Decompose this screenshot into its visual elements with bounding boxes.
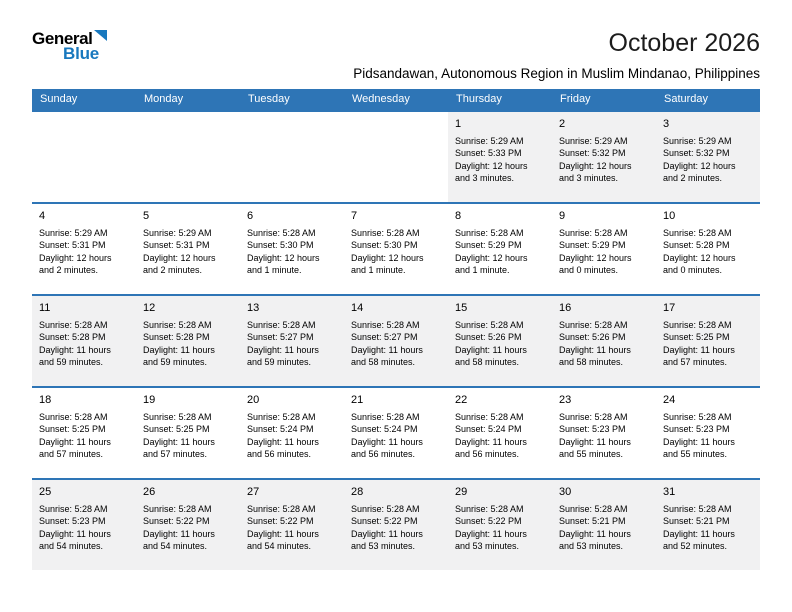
day-number: 27 — [247, 485, 260, 498]
day-number: 17 — [663, 301, 676, 314]
day-info-line: and 3 minutes. — [559, 173, 619, 183]
day-info-line: Sunrise: 5:28 AM — [351, 411, 420, 422]
day-info-line: Daylight: 11 hours — [663, 344, 735, 355]
day-info-line: Sunset: 5:28 PM — [39, 332, 106, 342]
day-info-line: and 56 minutes. — [247, 449, 312, 459]
day-info-line: and 0 minutes. — [663, 265, 723, 275]
day-info-line: Daylight: 12 hours — [663, 252, 736, 263]
day-info-line: Daylight: 11 hours — [143, 344, 215, 355]
day-info-line: Sunrise: 5:28 AM — [143, 503, 212, 514]
day-info-line: Sunset: 5:27 PM — [351, 332, 418, 342]
day-info-line: Sunrise: 5:28 AM — [351, 319, 420, 330]
day-info-line: Daylight: 11 hours — [247, 344, 319, 355]
day-info-line: Sunset: 5:32 PM — [663, 148, 730, 158]
day-info-line: and 0 minutes. — [559, 265, 619, 275]
day-info-line: and 1 minute. — [247, 265, 302, 275]
day-info-line: Sunset: 5:32 PM — [559, 148, 626, 158]
day-info-line: Daylight: 11 hours — [39, 528, 111, 539]
day-info-line: and 54 minutes. — [143, 541, 208, 551]
day-number: 20 — [247, 393, 260, 406]
day-info-line: Daylight: 12 hours — [247, 252, 320, 263]
day-info-line: Sunrise: 5:28 AM — [559, 319, 628, 330]
day-info-line: Sunset: 5:31 PM — [39, 240, 106, 250]
day-info-line: Sunrise: 5:28 AM — [663, 503, 732, 514]
day-info-line: and 56 minutes. — [455, 449, 520, 459]
weekday-header-wednesday: Wednesday — [352, 93, 410, 105]
month-title: October 2026 — [608, 29, 760, 57]
day-info-line: Daylight: 11 hours — [351, 436, 423, 447]
day-info-line: Sunset: 5:24 PM — [247, 424, 314, 434]
day-info-line: and 52 minutes. — [663, 541, 728, 551]
day-info-line: Sunset: 5:24 PM — [351, 424, 418, 434]
day-cell-6 — [240, 204, 344, 294]
day-info-line: and 2 minutes. — [143, 265, 203, 275]
day-cell-3 — [656, 112, 760, 202]
day-info-line: Daylight: 12 hours — [455, 160, 528, 171]
day-cell-29 — [448, 480, 552, 570]
day-info-line: Sunset: 5:22 PM — [143, 516, 210, 526]
day-cell-1 — [448, 112, 552, 202]
day-info-line: and 55 minutes. — [559, 449, 624, 459]
day-number: 30 — [559, 485, 572, 498]
calendar-grid — [32, 110, 760, 570]
day-info-line: Sunrise: 5:29 AM — [455, 135, 524, 146]
day-number: 12 — [143, 301, 156, 314]
day-number: 5 — [143, 209, 150, 222]
day-number: 29 — [455, 485, 468, 498]
week-row-5 — [32, 478, 760, 570]
header-title-block — [353, 30, 760, 81]
day-info-line: and 2 minutes. — [663, 173, 723, 183]
day-number: 9 — [559, 209, 566, 222]
day-info-line: Daylight: 11 hours — [143, 436, 215, 447]
day-number: 26 — [143, 485, 156, 498]
day-info-line: Sunrise: 5:29 AM — [663, 135, 732, 146]
day-number: 22 — [455, 393, 468, 406]
day-number: 14 — [351, 301, 364, 314]
day-info-line: Sunrise: 5:29 AM — [143, 227, 212, 238]
day-info-line: Daylight: 11 hours — [143, 528, 215, 539]
day-info-line: Sunrise: 5:28 AM — [663, 411, 732, 422]
day-info-line: and 3 minutes. — [455, 173, 515, 183]
day-info-line: Sunset: 5:23 PM — [39, 516, 106, 526]
day-cell-2 — [552, 112, 656, 202]
day-number: 24 — [663, 393, 676, 406]
weekday-header-row — [32, 89, 760, 110]
day-info-line: and 1 minute. — [351, 265, 406, 275]
day-info-line: Sunrise: 5:28 AM — [559, 227, 628, 238]
day-info-line: Daylight: 11 hours — [455, 528, 527, 539]
day-info-line: Sunset: 5:31 PM — [143, 240, 210, 250]
day-info-line: Sunset: 5:33 PM — [455, 148, 522, 158]
day-cell-15 — [448, 296, 552, 386]
day-info-line: Sunset: 5:26 PM — [559, 332, 626, 342]
day-info-line: Sunset: 5:24 PM — [455, 424, 522, 434]
weekday-header-saturday: Saturday — [664, 93, 709, 105]
day-cell-20 — [240, 388, 344, 478]
general-blue-logo — [32, 30, 107, 62]
day-info-line: and 58 minutes. — [351, 357, 416, 367]
day-info-line: Daylight: 11 hours — [455, 436, 527, 447]
day-info-line: Daylight: 11 hours — [559, 436, 631, 447]
weekday-header-friday: Friday — [560, 93, 591, 105]
day-cell-22 — [448, 388, 552, 478]
day-number: 11 — [39, 301, 51, 314]
day-info-line: Sunset: 5:28 PM — [143, 332, 210, 342]
day-info-line: Daylight: 11 hours — [559, 528, 631, 539]
day-number: 21 — [351, 393, 364, 406]
day-info-line: Sunrise: 5:28 AM — [247, 319, 316, 330]
empty-day-cell — [344, 112, 448, 202]
day-info-line: Sunset: 5:23 PM — [559, 424, 626, 434]
empty-day-cell — [136, 112, 240, 202]
day-cell-14 — [344, 296, 448, 386]
day-info-line: and 54 minutes. — [247, 541, 312, 551]
day-info-line: Sunrise: 5:28 AM — [143, 411, 212, 422]
day-info-line: and 53 minutes. — [455, 541, 520, 551]
day-number: 15 — [455, 301, 468, 314]
day-info-line: and 55 minutes. — [663, 449, 728, 459]
day-info-line: Sunrise: 5:28 AM — [39, 319, 108, 330]
day-info-line: Sunrise: 5:28 AM — [455, 319, 524, 330]
day-info-line: Daylight: 11 hours — [455, 344, 527, 355]
day-cell-4 — [32, 204, 136, 294]
day-cell-18 — [32, 388, 136, 478]
day-info-line: Sunrise: 5:28 AM — [143, 319, 212, 330]
day-info-line: Daylight: 11 hours — [351, 528, 423, 539]
day-info-line: Sunset: 5:27 PM — [247, 332, 314, 342]
logo-text-blue: Blue — [63, 44, 100, 63]
day-info-line: Sunrise: 5:28 AM — [455, 227, 524, 238]
day-info-line: Sunset: 5:22 PM — [351, 516, 418, 526]
day-cell-12 — [136, 296, 240, 386]
day-info-line: Sunrise: 5:28 AM — [351, 503, 420, 514]
day-info-line: Daylight: 12 hours — [455, 252, 528, 263]
day-info-line: Daylight: 11 hours — [247, 528, 319, 539]
day-info-line: Daylight: 12 hours — [559, 160, 632, 171]
day-info-line: and 2 minutes. — [39, 265, 99, 275]
day-info-line: and 58 minutes. — [455, 357, 520, 367]
day-cell-31 — [656, 480, 760, 570]
day-cell-16 — [552, 296, 656, 386]
day-number: 19 — [143, 393, 156, 406]
day-info-line: Daylight: 11 hours — [247, 436, 319, 447]
day-number: 18 — [39, 393, 52, 406]
day-info-line: Sunrise: 5:28 AM — [247, 227, 316, 238]
day-cell-25 — [32, 480, 136, 570]
day-info-line: and 59 minutes. — [247, 357, 312, 367]
weekday-header-monday: Monday — [144, 93, 184, 105]
day-info-line: Daylight: 12 hours — [559, 252, 632, 263]
day-info-line: Sunset: 5:23 PM — [663, 424, 730, 434]
day-info-line: Daylight: 12 hours — [663, 160, 736, 171]
day-info-line: and 59 minutes. — [143, 357, 208, 367]
day-info-line: Sunrise: 5:28 AM — [247, 411, 316, 422]
day-info-line: Sunset: 5:30 PM — [247, 240, 314, 250]
day-number: 31 — [663, 485, 676, 498]
day-info-line: Sunset: 5:28 PM — [663, 240, 730, 250]
day-info-line: Sunset: 5:21 PM — [559, 516, 626, 526]
day-cell-8 — [448, 204, 552, 294]
day-info-line: Sunrise: 5:28 AM — [559, 411, 628, 422]
location-subtitle: Pidsandawan, Autonomous Region in Muslim Mindanao, Philippines — [353, 65, 760, 81]
day-cell-11 — [32, 296, 136, 386]
day-cell-24 — [656, 388, 760, 478]
day-info-line: and 53 minutes. — [559, 541, 624, 551]
day-info-line: and 56 minutes. — [351, 449, 416, 459]
day-cell-28 — [344, 480, 448, 570]
day-info-line: Sunrise: 5:28 AM — [663, 227, 732, 238]
day-cell-5 — [136, 204, 240, 294]
page-header — [0, 0, 792, 89]
day-info-line: Sunrise: 5:29 AM — [39, 227, 108, 238]
day-info-line: and 53 minutes. — [351, 541, 416, 551]
day-info-line: Sunset: 5:25 PM — [39, 424, 106, 434]
day-info-line: Sunrise: 5:28 AM — [351, 227, 420, 238]
day-info-line: Sunrise: 5:29 AM — [559, 135, 628, 146]
day-number: 28 — [351, 485, 364, 498]
weekday-header-tuesday: Tuesday — [248, 93, 290, 105]
day-cell-9 — [552, 204, 656, 294]
week-row-1 — [32, 110, 760, 202]
week-row-4 — [32, 386, 760, 478]
day-info-line: Daylight: 12 hours — [351, 252, 424, 263]
day-number: 3 — [663, 117, 670, 130]
day-info-line: and 57 minutes. — [143, 449, 208, 459]
day-number: 2 — [559, 117, 566, 130]
day-cell-26 — [136, 480, 240, 570]
day-info-line: Sunset: 5:30 PM — [351, 240, 418, 250]
day-info-line: and 57 minutes. — [39, 449, 104, 459]
day-cell-30 — [552, 480, 656, 570]
weekday-header-thursday: Thursday — [456, 93, 502, 105]
day-info-line: Sunset: 5:22 PM — [247, 516, 314, 526]
day-cell-17 — [656, 296, 760, 386]
day-info-line: Sunrise: 5:28 AM — [455, 503, 524, 514]
day-cell-23 — [552, 388, 656, 478]
empty-day-cell — [240, 112, 344, 202]
day-info-line: Daylight: 12 hours — [143, 252, 216, 263]
day-number: 4 — [39, 209, 46, 222]
day-info-line: Sunset: 5:21 PM — [663, 516, 730, 526]
logo-text-general: General — [32, 29, 93, 48]
week-row-3 — [32, 294, 760, 386]
empty-day-cell — [32, 112, 136, 202]
day-number: 10 — [663, 209, 676, 222]
weekday-header-sunday: Sunday — [40, 93, 78, 105]
day-info-line: Sunset: 5:22 PM — [455, 516, 522, 526]
day-info-line: Sunrise: 5:28 AM — [559, 503, 628, 514]
day-number: 25 — [39, 485, 52, 498]
day-number: 13 — [247, 301, 260, 314]
day-info-line: Sunset: 5:26 PM — [455, 332, 522, 342]
day-cell-21 — [344, 388, 448, 478]
day-cell-19 — [136, 388, 240, 478]
day-info-line: Daylight: 11 hours — [39, 436, 111, 447]
day-info-line: Daylight: 11 hours — [663, 528, 735, 539]
day-number: 7 — [351, 209, 358, 222]
day-number: 23 — [559, 393, 572, 406]
day-info-line: and 57 minutes. — [663, 357, 728, 367]
day-info-line: and 59 minutes. — [39, 357, 104, 367]
day-info-line: Sunrise: 5:28 AM — [455, 411, 524, 422]
day-info-line: Sunset: 5:29 PM — [455, 240, 522, 250]
day-info-line: and 1 minute. — [455, 265, 510, 275]
day-info-line: Sunset: 5:25 PM — [663, 332, 730, 342]
week-row-2 — [32, 202, 760, 294]
calendar — [32, 89, 760, 570]
day-info-line: Sunset: 5:25 PM — [143, 424, 210, 434]
day-info-line: and 54 minutes. — [39, 541, 104, 551]
day-info-line: Sunrise: 5:28 AM — [39, 411, 108, 422]
day-cell-13 — [240, 296, 344, 386]
day-info-line: Daylight: 11 hours — [351, 344, 423, 355]
day-info-line: Sunrise: 5:28 AM — [39, 503, 108, 514]
day-number: 16 — [559, 301, 572, 314]
day-number: 1 — [455, 117, 462, 130]
day-info-line: Daylight: 11 hours — [559, 344, 631, 355]
day-info-line: Daylight: 11 hours — [39, 344, 111, 355]
day-cell-7 — [344, 204, 448, 294]
day-info-line: Sunrise: 5:28 AM — [247, 503, 316, 514]
day-cell-10 — [656, 204, 760, 294]
day-info-line: Sunrise: 5:28 AM — [663, 319, 732, 330]
day-info-line: Sunset: 5:29 PM — [559, 240, 626, 250]
day-number: 6 — [247, 209, 254, 222]
day-info-line: and 58 minutes. — [559, 357, 624, 367]
day-cell-27 — [240, 480, 344, 570]
day-info-line: Daylight: 12 hours — [39, 252, 112, 263]
day-info-line: Daylight: 11 hours — [663, 436, 735, 447]
day-number: 8 — [455, 209, 462, 222]
